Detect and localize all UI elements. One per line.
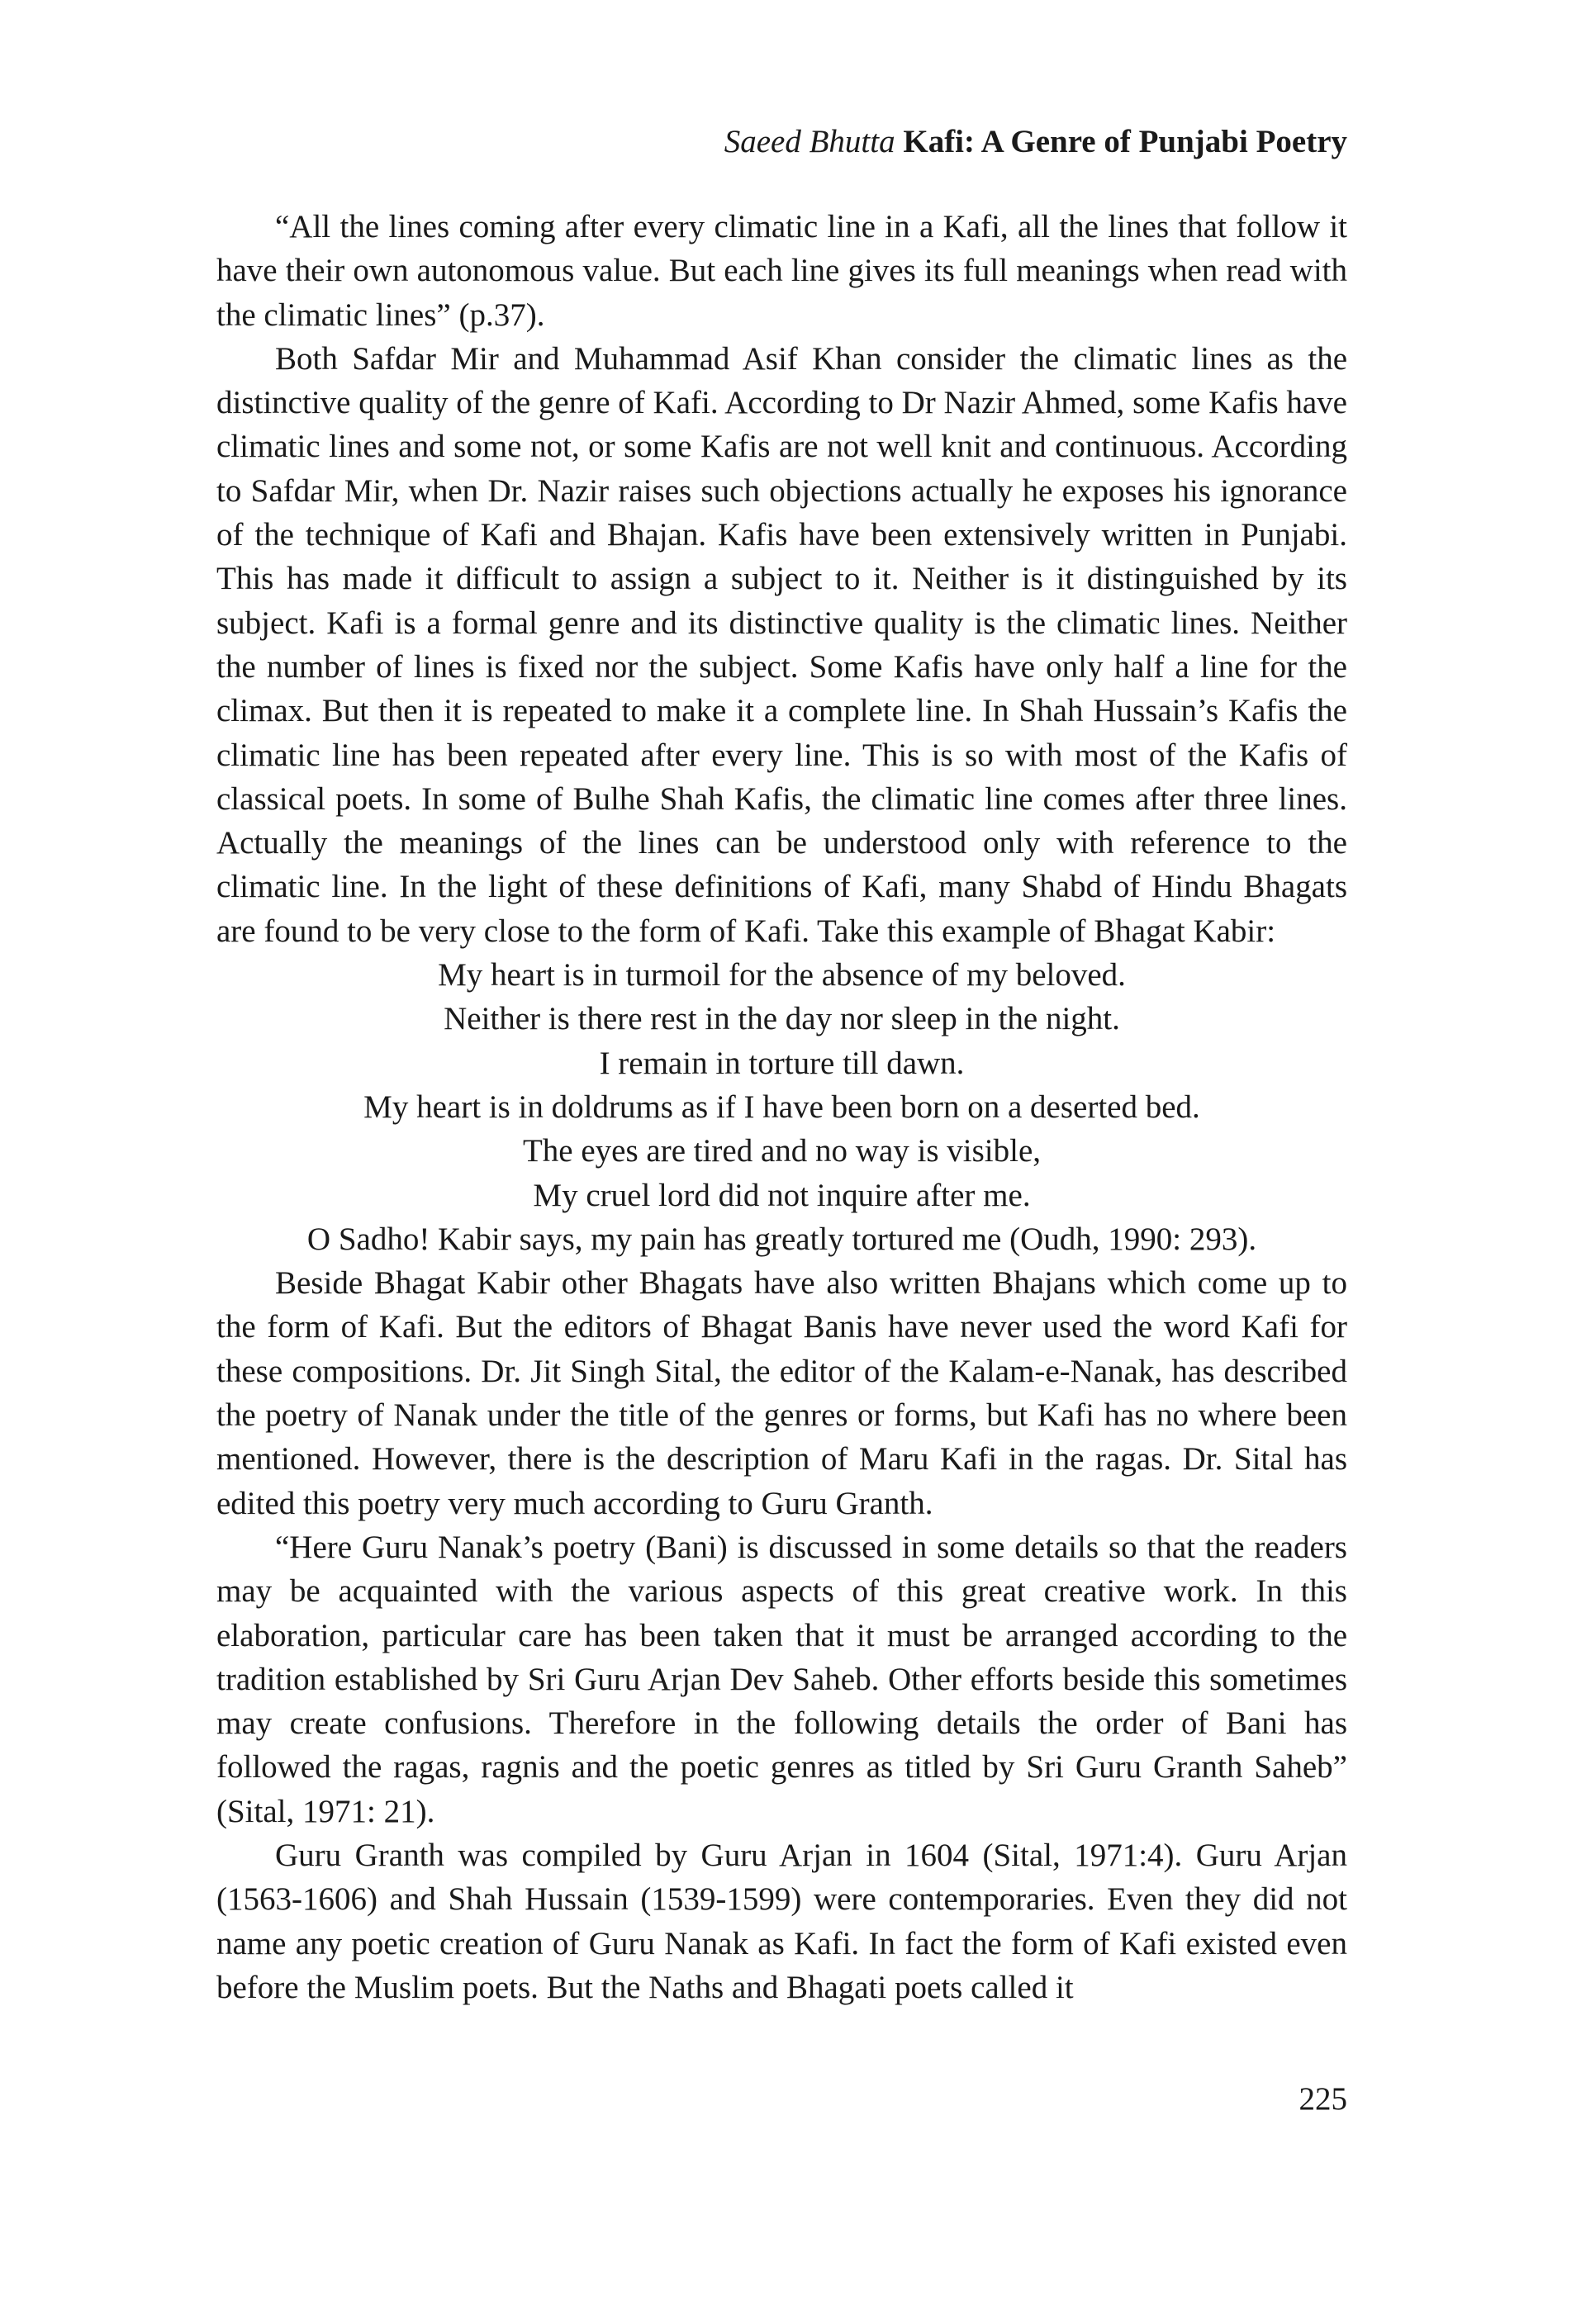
body-text (216, 205, 1347, 2009)
paragraph-quote-guru-nanak: “Here Guru Nanak’s poetry (Bani) is discussed in some details so that the readers may be acquainted with the various aspects of this great creative work. In this elaboration, particular care has been taken that it must be arranged according to the tradition established by Sri Guru Arjan Dev Saheb. Other efforts beside this sometimes may create confusions. Therefore in the following details the order of Bani has followed the ragas, ragnis and the poetic genres as titled by Sri Guru Granth Saheb” (Sital, 1971: 21). (216, 1529, 1347, 1829)
verse-line: O Sadho! Kabir says, my pain has greatly tortured me (Oudh, 1990: 293). (306, 1221, 1257, 1257)
verse-line: My cruel lord did not inquire after me. (533, 1177, 1031, 1213)
paragraph-bhagat-kabir: Beside Bhagat Kabir other Bhagats have also written Bhajans which come up to the form of Kafi. But the editors of Bhagat Banis have never used the word Kafi for these compositions. Dr. Jit Singh Sital, the editor of the Kalam-e-Nanak, has described the poetry of Nanak under the title of the genres or forms, but Kafi has no where been mentioned. However, there is the description of Maru Kafi in the ragas. Dr. Sital has edited this poetry very much according to Guru Granth. (216, 1265, 1347, 1521)
kabir-verse (216, 953, 1347, 1261)
verse-line: My heart is in doldrums as if I have been born on a deserted bed. (363, 1088, 1200, 1125)
paragraph-guru-granth: Guru Granth was compiled by Guru Arjan in 1604 (Sital, 1971:4). Guru Arjan (1563-1606) and Shah Hussain (1539-1599) were contemporaries. Even they did not name any poetic creation of Guru Nanak as Kafi. In fact the form of Kafi existed even before the Muslim poets. But the Naths and Bhagati poets called it (216, 1837, 1347, 2005)
running-head-author: Saeed Bhutta (724, 124, 895, 159)
paragraph-quote-climatic: “All the lines coming after every climatic line in a Kafi, all the lines that follow it have their own autonomous value. But each line gives its full meanings when read with the climatic lines” (p.37). (216, 209, 1347, 333)
verse-line: My heart is in turmoil for the absence of my beloved. (438, 957, 1126, 994)
paragraph-safdar-mir: Both Safdar Mir and Muhammad Asif Khan consider the climatic lines as the distinctive quality of the genre of Kafi. According to Dr Nazir Ahmed, some Kafis have climatic lines and some not, or some Kafis are not well knit and continuous. According to Safdar Mir, when Dr. Nazir raises such objections actually he exposes his ignorance of the technique of Kafi and Bhajan. Kafis have been extensively written in Punjabi. This has made it difficult to assign a subject to it. Neither is it distinguished by its subject. Kafi is a formal genre and its distinctive quality is the climatic lines. Neither the number of lines is fixed nor the subject. Some Kafis have only half a line for the climax. But then it is repeated to make it a complete line. In Shah Hussain’s Kafis the climatic line has been repeated after every line. This is so with most of the Kafis of classical poets. In some of Bulhe Shah Kafis, the climatic line comes after three lines. Actually the meanings of the lines can be understood only with reference to the climatic line. In the light of these definitions of Kafi, many Shabd of Hindu Bhagats are found to be very close to the form of Kafi. Take this example of Bhagat Kabir: (216, 340, 1347, 949)
page-number: 225 (1299, 2081, 1347, 2117)
verse-line: I remain in torture till dawn. (599, 1045, 965, 1081)
verse-line: The eyes are tired and no way is visible, (522, 1133, 1042, 1169)
verse-line: Neither is there rest in the day nor sleep in the night. (444, 1001, 1120, 1037)
running-head (724, 122, 1347, 162)
running-head-title: Kafi: A Genre of Punjabi Poetry (903, 124, 1347, 159)
